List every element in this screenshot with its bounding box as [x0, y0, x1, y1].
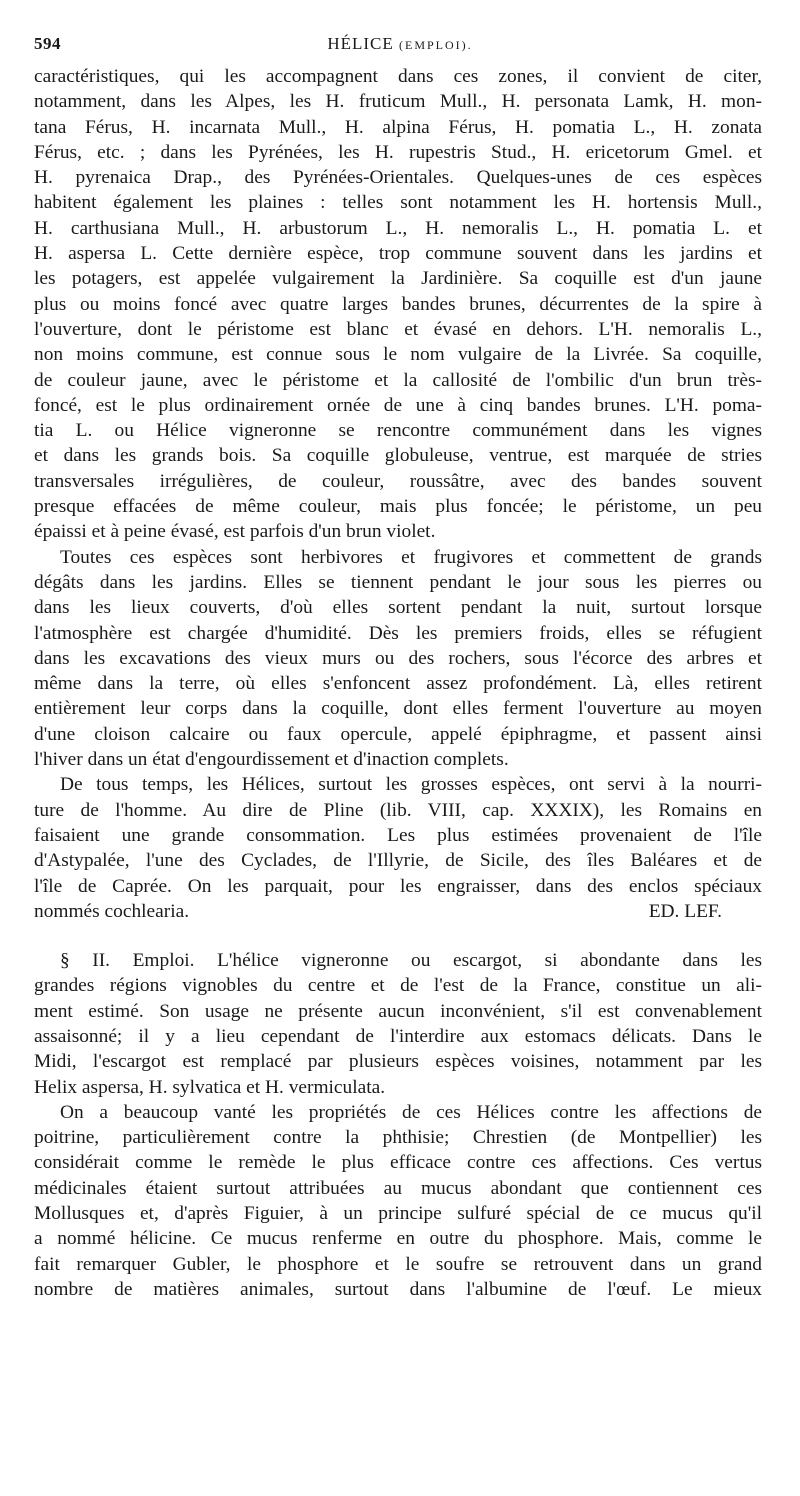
author-signature: ED. LEF. [648, 900, 722, 922]
text-line: d'une cloison calcaire ou faux opercule, appelé épiphragme, et passent ainsi [34, 723, 762, 745]
text-line: Toutes ces espèces sont herbivores et frugivores et commettent de grands [60, 546, 762, 568]
text-line: transversales irrégulières, de couleur, roussâtre, avec des bandes souvent [34, 470, 762, 492]
text-line: Mollusques et, d'après Figuier, à un principe sulfuré spécial de ce mucus qu'il [34, 1203, 762, 1225]
text-line: nombre de matières animales, surtout dans l'albumine de l'œuf. Le mieux [34, 1278, 762, 1300]
text-line: presque effacées de même couleur, mais plus foncée; le péristome, un peu [34, 496, 762, 518]
text-line [34, 899, 762, 924]
text-line: dans les excavations des vieux murs ou des rochers, sous l'écorce des arbres et [34, 647, 762, 669]
text-line: habitent également les plaines : telles sont notamment les H. hortensis Mull., [34, 192, 762, 214]
text-line: assaisonné; il y a lieu cependant de l'interdire aux estomacs délicats. Dans le [34, 1025, 762, 1047]
text-line: Helix aspersa, H. sylvatica et H. vermiculata. [34, 1076, 386, 1098]
text-line: de couleur jaune, avec le péristome et la callosité de l'ombilic d'un brun très- [34, 369, 762, 391]
text-line: a nommé hélicine. Ce mucus renferme en outre du phosphore. Mais, comme le [34, 1228, 762, 1250]
text-line: et dans les grands bois. Sa coquille globuleuse, ventrue, est marquée de stries [34, 445, 762, 467]
text-line: même dans la terre, où elles s'enfoncent assez profondément. Là, elles retirent [34, 673, 762, 695]
text-line: ture de l'homme. Au dire de Pline (lib. VIII, cap. XXXIX), les Romains en [34, 799, 762, 821]
text-line: tana Férus, H. incarnata Mull., H. alpina Férus, H. pomatia L., H. zonata [34, 116, 762, 138]
section-gap [34, 924, 762, 948]
text-line: plus ou moins foncé avec quatre larges bandes brunes, décurrentes de la spire à [34, 293, 762, 315]
page-number: 594 [34, 34, 61, 53]
running-header [34, 34, 766, 56]
text-line: dégâts dans les jardins. Elles se tiennent pendant le jour sous les pierres ou [34, 571, 762, 593]
text-line: d'Astypalée, l'une des Cyclades, de l'Illyrie, de Sicile, des îles Baléares et de [34, 850, 762, 872]
text-line: l'île de Caprée. On les parquait, pour les engraisser, dans des enclos spéciaux [34, 875, 762, 897]
text-line: les potagers, est appelée vulgairement la Jardinière. Sa coquille est d'un jaune [34, 268, 762, 290]
running-title-sub: (EMPLOI). [399, 38, 473, 52]
text-line: On a beaucoup vanté les propriétés de ces Hélices contre les affections de [60, 1101, 762, 1123]
section-heading-line: § II. Emploi. L'hélice vigneronne ou escargot, si abondante dans les [60, 950, 762, 972]
text-line: poitrine, particulièrement contre la phthisie; Chrestien (de Montpellier) les [34, 1127, 762, 1149]
body-text [34, 64, 762, 1302]
text-line: faisaient une grande consommation. Les plus estimées provenaient de l'île [34, 824, 762, 846]
running-title [34, 34, 766, 54]
text-line: ment estimé. Son usage ne présente aucun inconvénient, s'il est convenablement [34, 1000, 762, 1022]
text-line: l'hiver dans un état d'engourdissement et d'inaction complets. [34, 749, 509, 771]
text-line: l'ouverture, dont le péristome est blanc et évasé en dehors. L'H. nemoralis L., [34, 318, 762, 340]
text-line: H. pyrenaica Drap., des Pyrénées-Orientales. Quelques-unes de ces espèces [34, 167, 762, 189]
text-line: tia L. ou Hélice vigneronne se rencontre communément dans les vignes [34, 420, 762, 442]
text-line-content: nommés cochlearia. [34, 900, 190, 922]
text-line: dans les lieux couverts, d'où elles sortent pendant la nuit, surtout lorsque [34, 597, 762, 619]
text-line: épaissi et à peine évasé, est parfois d'un brun violet. [34, 521, 436, 543]
text-line: Midi, l'escargot est remplacé par plusieurs espèces voisines, notamment par les [34, 1051, 762, 1073]
text-line: De tous temps, les Hélices, surtout les grosses espèces, ont servi à la nourri- [60, 774, 762, 796]
text-line: caractéristiques, qui les accompagnent dans ces zones, il convient de citer, [34, 66, 762, 87]
text-line: foncé, est le plus ordinairement ornée de une à cinq bandes brunes. L'H. poma- [34, 394, 762, 416]
text-line: grandes régions vignobles du centre et de l'est de la France, constitue un ali- [34, 975, 762, 997]
text-line: médicinales étaient surtout attribuées au mucus abondant que contiennent ces [34, 1177, 762, 1199]
text-line: entièrement leur corps dans la coquille, dont elles ferment l'ouverture au moyen [34, 698, 762, 720]
text-line: H. aspersa L. Cette dernière espèce, trop commune souvent dans les jardins et [34, 243, 762, 265]
text-line: Férus, etc. ; dans les Pyrénées, les H. rupestris Stud., H. ericetorum Gmel. et [34, 141, 762, 163]
text-line: non moins commune, est connue sous le nom vulgaire de la Livrée. Sa coquille, [34, 344, 762, 366]
running-title-main: HÉLICE [327, 34, 394, 53]
text-line: fait remarquer Gubler, le phosphore et le soufre se retrouvent dans un grand [34, 1253, 762, 1275]
text-line: considérait comme le remède le plus efficace contre ces affections. Ces vertus [34, 1152, 762, 1174]
text-line: notamment, dans les Alpes, les H. fruticum Mull., H. personata Lamk, H. mon- [34, 91, 762, 113]
text-line: l'atmosphère est chargée d'humidité. Dès les premiers froids, elles se réfugient [34, 622, 762, 644]
text-line: H. carthusiana Mull., H. arbustorum L., H. nemoralis L., H. pomatia L. et [34, 217, 762, 239]
